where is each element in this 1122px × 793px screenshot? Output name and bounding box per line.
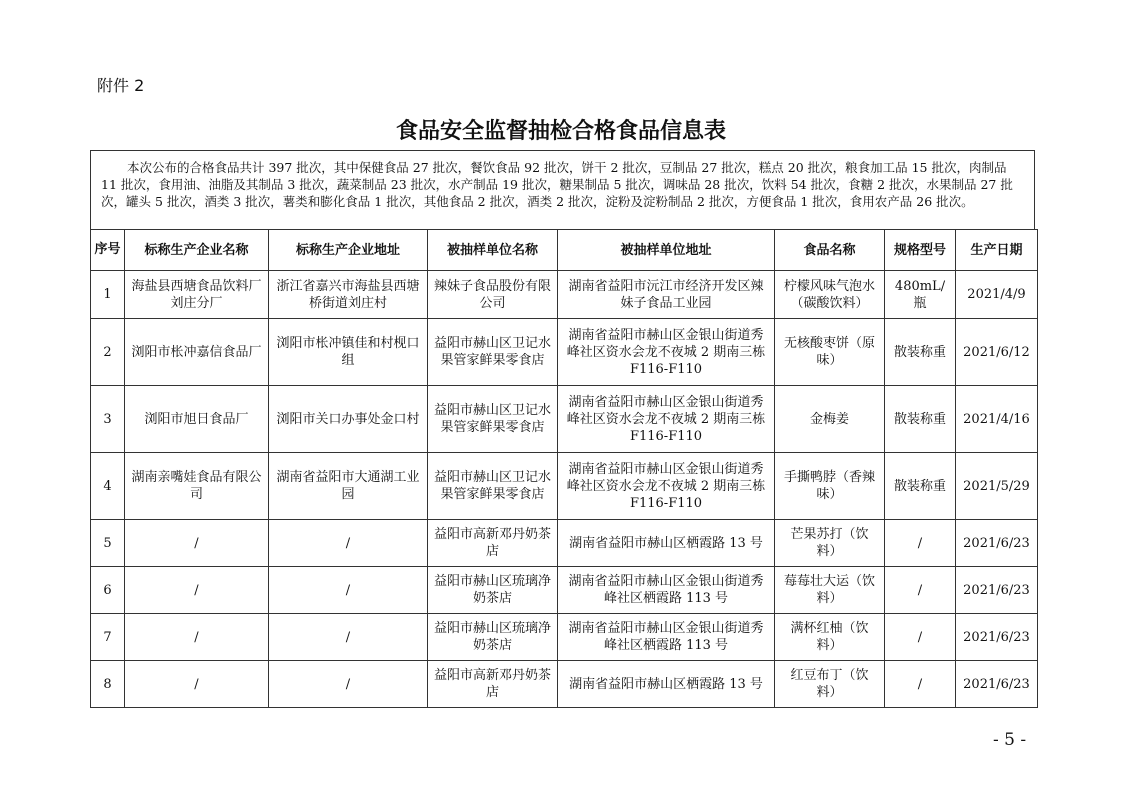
table-cell: 益阳市赫山区卫记水果管家鲜果零食店 bbox=[428, 453, 558, 520]
table-cell: 手撕鸭脖（香辣味） bbox=[775, 453, 885, 520]
table-row bbox=[91, 319, 1038, 386]
column-header: 标称生产企业名称 bbox=[125, 230, 269, 271]
table-cell: 满杯红柚（饮料） bbox=[775, 614, 885, 661]
table-cell: / bbox=[125, 614, 269, 661]
table-cell: 浙江省嘉兴市海盐县西塘桥街道刘庄村 bbox=[269, 271, 428, 319]
table-row bbox=[91, 614, 1038, 661]
column-header: 序号 bbox=[91, 230, 125, 271]
table-cell: 湖南省益阳市赫山区金银山街道秀峰社区资水会龙不夜城 2 期南三栋 F116-F110 bbox=[558, 453, 775, 520]
page-number: - 5 - bbox=[993, 730, 1027, 750]
food-info-table bbox=[90, 229, 1038, 708]
table-cell: 浏阳市枨冲嘉信食品厂 bbox=[125, 319, 269, 386]
table-cell: 2021/4/9 bbox=[956, 271, 1038, 319]
table-cell: 散装称重 bbox=[885, 319, 956, 386]
table-cell: 2021/5/29 bbox=[956, 453, 1038, 520]
table-cell: 4 bbox=[91, 453, 125, 520]
table-cell: 2 bbox=[91, 319, 125, 386]
table-cell: 2021/6/12 bbox=[956, 319, 1038, 386]
table-cell: 2021/6/23 bbox=[956, 567, 1038, 614]
table-cell: 湖南省益阳市赫山区栖霞路 13 号 bbox=[558, 661, 775, 708]
table-cell: 湖南省益阳市赫山区金银山街道秀峰社区资水会龙不夜城 2 期南三栋 F116-F110 bbox=[558, 386, 775, 453]
table-cell: 湖南省益阳市赫山区金银山街道秀峰社区栖霞路 113 号 bbox=[558, 567, 775, 614]
table-cell: 益阳市高新邓丹奶茶店 bbox=[428, 661, 558, 708]
table-cell: 红豆布丁（饮料） bbox=[775, 661, 885, 708]
table-row bbox=[91, 567, 1038, 614]
table-cell: 浏阳市枨冲镇佳和村枧口组 bbox=[269, 319, 428, 386]
table-row bbox=[91, 271, 1038, 319]
table-cell: 海盐县西塘食品饮料厂刘庄分厂 bbox=[125, 271, 269, 319]
attachment-label: 附件 2 bbox=[97, 76, 145, 95]
table-cell: / bbox=[885, 614, 956, 661]
table-cell: 金梅姜 bbox=[775, 386, 885, 453]
table-cell: 无核酸枣饼（原味） bbox=[775, 319, 885, 386]
table-cell: 8 bbox=[91, 661, 125, 708]
table-header-row bbox=[91, 230, 1038, 271]
column-header: 食品名称 bbox=[775, 230, 885, 271]
table-cell: 6 bbox=[91, 567, 125, 614]
table-cell: 2021/6/23 bbox=[956, 661, 1038, 708]
table-cell: / bbox=[269, 614, 428, 661]
table-cell: 2021/6/23 bbox=[956, 614, 1038, 661]
table-cell: 3 bbox=[91, 386, 125, 453]
table-cell: 湖南省益阳市赫山区金银山街道秀峰社区资水会龙不夜城 2 期南三栋 F116-F110 bbox=[558, 319, 775, 386]
table-cell: 1 bbox=[91, 271, 125, 319]
table-cell: / bbox=[125, 661, 269, 708]
table-cell: 益阳市高新邓丹奶茶店 bbox=[428, 520, 558, 567]
table-cell: 湖南省益阳市大通湖工业园 bbox=[269, 453, 428, 520]
table-cell: / bbox=[125, 520, 269, 567]
table-cell: 浏阳市关口办事处金口村 bbox=[269, 386, 428, 453]
table-cell: 芒果苏打（饮料） bbox=[775, 520, 885, 567]
table-cell: 湖南省益阳市赫山区金银山街道秀峰社区栖霞路 113 号 bbox=[558, 614, 775, 661]
table-cell: 益阳市赫山区卫记水果管家鲜果零食店 bbox=[428, 319, 558, 386]
table-cell: 辣妹子食品股份有限公司 bbox=[428, 271, 558, 319]
column-header: 被抽样单位地址 bbox=[558, 230, 775, 271]
column-header: 规格型号 bbox=[885, 230, 956, 271]
table-cell: 7 bbox=[91, 614, 125, 661]
column-header: 被抽样单位名称 bbox=[428, 230, 558, 271]
table-cell: 浏阳市旭日食品厂 bbox=[125, 386, 269, 453]
table-cell: 2021/6/23 bbox=[956, 520, 1038, 567]
table-cell: / bbox=[885, 567, 956, 614]
table-cell: 莓莓壮大运（饮料） bbox=[775, 567, 885, 614]
table-cell: / bbox=[885, 520, 956, 567]
table-cell: 湖南省益阳市沅江市经济开发区辣妹子食品工业园 bbox=[558, 271, 775, 319]
table-row bbox=[91, 386, 1038, 453]
table-row bbox=[91, 661, 1038, 708]
page-title: 食品安全监督抽检合格食品信息表 bbox=[395, 119, 726, 144]
column-header: 生产日期 bbox=[956, 230, 1038, 271]
table-cell: 湖南省益阳市赫山区栖霞路 13 号 bbox=[558, 520, 775, 567]
table-cell: 散装称重 bbox=[885, 386, 956, 453]
table-cell: 益阳市赫山区琉璃净奶茶店 bbox=[428, 567, 558, 614]
table-cell: 益阳市赫山区琉璃净奶茶店 bbox=[428, 614, 558, 661]
intro-paragraph: 本次公布的合格食品共计 397 批次，其中保健食品 27 批次，餐饮食品 92 批次，饼干 2 批次，豆制品 27 批次，糕点 20 批次，粮食加工品 15 批次，肉制品 11 批次，食用油、油脂及其制品 3 批次，蔬菜制品 23 批次，水产制品 19 批次，糖果制品 5 批次，调味品 28 批次，饮料 54 批次，食糖 2 批次，水果制品 27 批次，罐头 5 批次，酒类 3 批次，薯类和膨化食品 1 批次，其他食品 2 批次，酒类 2 批次，淀粉及淀粉制品 2 批次，方便食品 1 批次，食用农产品 26 批次。 bbox=[90, 150, 1035, 229]
table-row bbox=[91, 453, 1038, 520]
table-row bbox=[91, 520, 1038, 567]
column-header: 标称生产企业地址 bbox=[269, 230, 428, 271]
table-cell: / bbox=[125, 567, 269, 614]
table-cell: 2021/4/16 bbox=[956, 386, 1038, 453]
table-cell: / bbox=[269, 520, 428, 567]
table-cell: 柠檬风味气泡水（碳酸饮料） bbox=[775, 271, 885, 319]
table-cell: 散装称重 bbox=[885, 453, 956, 520]
table-cell: 益阳市赫山区卫记水果管家鲜果零食店 bbox=[428, 386, 558, 453]
table-cell: 湖南亲嘴娃食品有限公司 bbox=[125, 453, 269, 520]
table-cell: 480mL/瓶 bbox=[885, 271, 956, 319]
table-cell: / bbox=[885, 661, 956, 708]
table-cell: / bbox=[269, 661, 428, 708]
table-cell: 5 bbox=[91, 520, 125, 567]
table-cell: / bbox=[269, 567, 428, 614]
